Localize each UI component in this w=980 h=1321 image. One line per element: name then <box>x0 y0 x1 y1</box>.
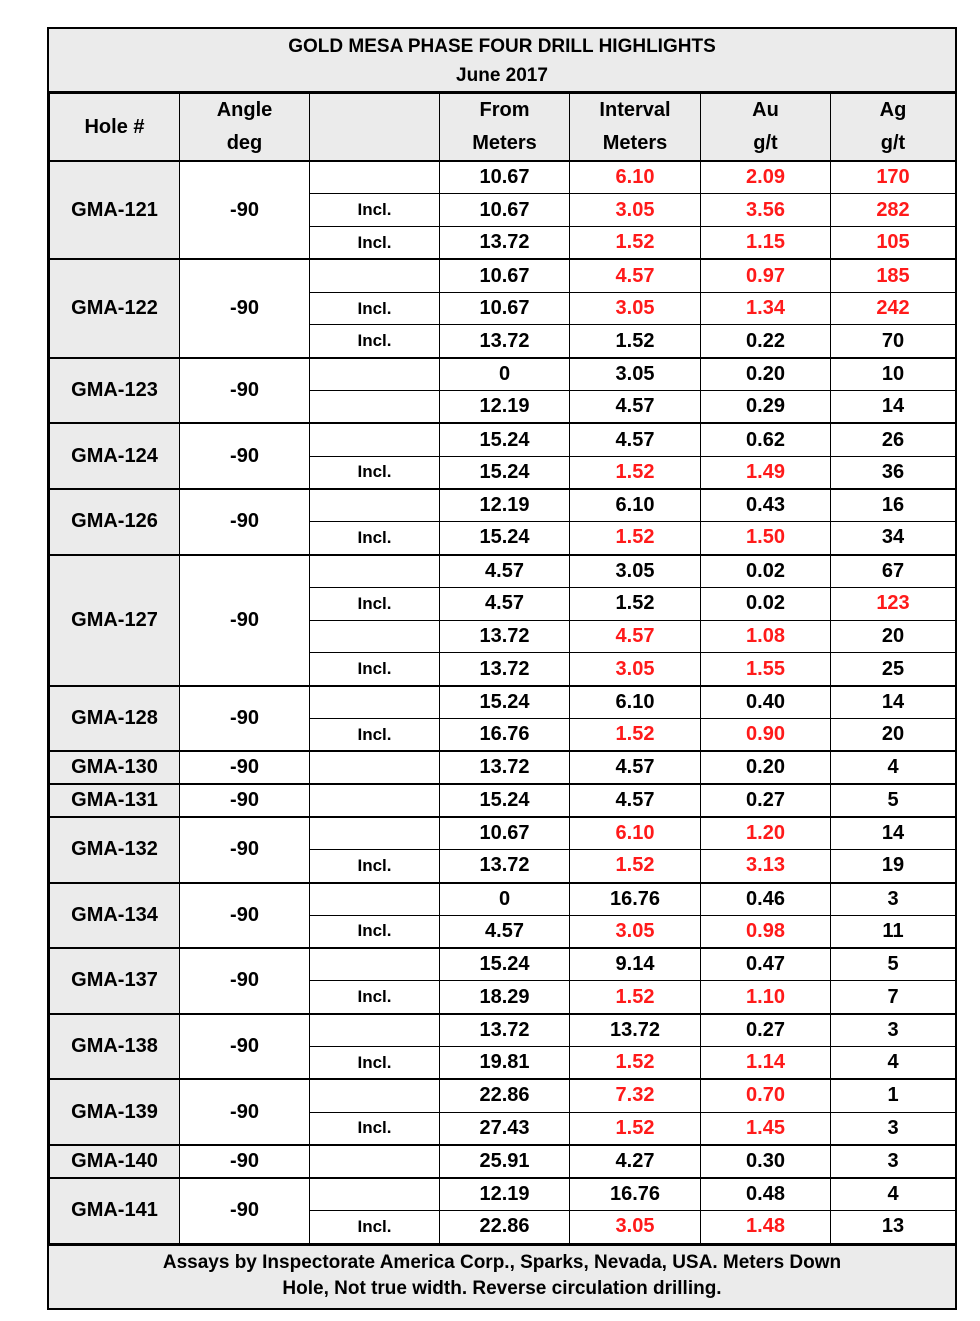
interval-cell: 3.05 <box>570 555 701 588</box>
au-cell: 0.27 <box>701 1014 831 1047</box>
table-row <box>50 751 956 784</box>
incl-cell <box>310 1014 440 1047</box>
from-cell: 22.86 <box>440 1079 570 1112</box>
ag-cell: 4 <box>831 1047 956 1080</box>
interval-cell: 3.05 <box>570 292 701 325</box>
au-cell: 0.40 <box>701 686 831 719</box>
ag-cell: 4 <box>831 751 956 784</box>
from-cell: 10.67 <box>440 194 570 227</box>
au-cell: 3.13 <box>701 850 831 883</box>
ag-cell: 105 <box>831 227 956 260</box>
au-cell: 0.02 <box>701 555 831 588</box>
table-row <box>50 161 956 194</box>
incl-cell: Incl. <box>310 587 440 620</box>
table-row <box>50 1079 956 1112</box>
interval-cell: 1.52 <box>570 981 701 1014</box>
incl-cell <box>310 161 440 194</box>
au-cell: 1.50 <box>701 522 831 555</box>
table-row <box>50 555 956 588</box>
au-cell: 1.14 <box>701 1047 831 1080</box>
incl-cell <box>310 883 440 916</box>
angle-cell: -90 <box>180 259 310 357</box>
ag-cell: 14 <box>831 686 956 719</box>
table-row <box>50 784 956 817</box>
interval-cell: 1.52 <box>570 522 701 555</box>
interval-cell: 16.76 <box>570 883 701 916</box>
interval-cell: 1.52 <box>570 719 701 752</box>
au-cell: 1.48 <box>701 1211 831 1244</box>
interval-cell: 16.76 <box>570 1178 701 1211</box>
interval-cell: 3.05 <box>570 358 701 391</box>
from-cell: 10.67 <box>440 161 570 194</box>
hole-id-cell: GMA-140 <box>50 1145 180 1178</box>
incl-cell <box>310 391 440 424</box>
from-cell: 18.29 <box>440 981 570 1014</box>
interval-cell: 1.52 <box>570 587 701 620</box>
table-row <box>50 489 956 522</box>
incl-cell <box>310 817 440 850</box>
au-cell: 3.56 <box>701 194 831 227</box>
au-cell: 0.20 <box>701 358 831 391</box>
au-cell: 2.09 <box>701 161 831 194</box>
au-cell: 0.46 <box>701 883 831 916</box>
hole-id-cell: GMA-123 <box>50 358 180 424</box>
header-hole: Hole # <box>50 94 180 162</box>
au-cell: 0.20 <box>701 751 831 784</box>
interval-cell: 13.72 <box>570 1014 701 1047</box>
au-cell: 1.08 <box>701 620 831 653</box>
interval-cell: 6.10 <box>570 161 701 194</box>
au-cell: 1.10 <box>701 981 831 1014</box>
incl-cell <box>310 555 440 588</box>
au-cell: 0.98 <box>701 915 831 948</box>
au-cell: 1.45 <box>701 1112 831 1145</box>
hole-id-cell: GMA-132 <box>50 817 180 883</box>
ag-cell: 7 <box>831 981 956 1014</box>
interval-cell: 4.27 <box>570 1145 701 1178</box>
interval-cell: 4.57 <box>570 620 701 653</box>
from-cell: 19.81 <box>440 1047 570 1080</box>
from-cell: 22.86 <box>440 1211 570 1244</box>
table-row <box>50 686 956 719</box>
interval-cell: 7.32 <box>570 1079 701 1112</box>
table-row <box>50 1178 956 1211</box>
au-cell: 1.34 <box>701 292 831 325</box>
au-cell: 0.47 <box>701 948 831 981</box>
ag-cell: 3 <box>831 1014 956 1047</box>
table-body <box>50 161 956 1243</box>
from-cell: 13.72 <box>440 751 570 784</box>
incl-cell: Incl. <box>310 456 440 489</box>
ag-cell: 3 <box>831 1145 956 1178</box>
interval-cell: 4.57 <box>570 784 701 817</box>
au-cell: 0.29 <box>701 391 831 424</box>
from-cell: 10.67 <box>440 817 570 850</box>
au-cell: 0.22 <box>701 325 831 358</box>
table-row <box>50 883 956 916</box>
from-cell: 0 <box>440 883 570 916</box>
interval-cell: 1.52 <box>570 850 701 883</box>
table-footnote <box>49 1244 955 1308</box>
angle-cell: -90 <box>180 489 310 555</box>
interval-cell: 4.57 <box>570 259 701 292</box>
from-cell: 13.72 <box>440 1014 570 1047</box>
from-cell: 4.57 <box>440 915 570 948</box>
incl-cell <box>310 423 440 456</box>
table-title: GOLD MESA PHASE FOUR DRILL HIGHLIGHTS <box>288 36 716 57</box>
hole-id-cell: GMA-138 <box>50 1014 180 1080</box>
from-cell: 15.24 <box>440 522 570 555</box>
ag-cell: 14 <box>831 817 956 850</box>
interval-cell: 1.52 <box>570 227 701 260</box>
from-cell: 13.72 <box>440 227 570 260</box>
hole-id-cell: GMA-130 <box>50 751 180 784</box>
header-from: From Meters <box>440 94 570 162</box>
ag-cell: 70 <box>831 325 956 358</box>
interval-cell: 3.05 <box>570 653 701 686</box>
angle-cell: -90 <box>180 555 310 686</box>
ag-cell: 14 <box>831 391 956 424</box>
table-title-block <box>49 29 955 93</box>
ag-cell: 16 <box>831 489 956 522</box>
angle-cell: -90 <box>180 423 310 489</box>
incl-cell: Incl. <box>310 850 440 883</box>
angle-cell: -90 <box>180 817 310 883</box>
interval-cell: 1.52 <box>570 325 701 358</box>
interval-cell: 6.10 <box>570 686 701 719</box>
ag-cell: 4 <box>831 1178 956 1211</box>
angle-cell: -90 <box>180 686 310 752</box>
au-cell: 1.55 <box>701 653 831 686</box>
table-row <box>50 423 956 456</box>
ag-cell: 34 <box>831 522 956 555</box>
ag-cell: 185 <box>831 259 956 292</box>
table-row <box>50 817 956 850</box>
ag-cell: 3 <box>831 1112 956 1145</box>
header-interval: Interval Meters <box>570 94 701 162</box>
ag-cell: 1 <box>831 1079 956 1112</box>
hole-id-cell: GMA-128 <box>50 686 180 752</box>
hole-id-cell: GMA-124 <box>50 423 180 489</box>
footnote-line-2: Hole, Not true width. Reverse circulation drilling. <box>282 1277 722 1299</box>
footnote-line-1: Assays by Inspectorate America Corp., Sparks, Nevada, USA. Meters Down <box>162 1251 842 1273</box>
ag-cell: 10 <box>831 358 956 391</box>
incl-cell <box>310 686 440 719</box>
header-ag: Ag g/t <box>831 94 956 162</box>
table-row <box>50 948 956 981</box>
ag-cell: 19 <box>831 850 956 883</box>
au-cell: 0.43 <box>701 489 831 522</box>
incl-cell: Incl. <box>310 1047 440 1080</box>
interval-cell: 6.10 <box>570 817 701 850</box>
incl-cell: Incl. <box>310 915 440 948</box>
incl-cell <box>310 948 440 981</box>
from-cell: 4.57 <box>440 587 570 620</box>
incl-cell <box>310 1145 440 1178</box>
hole-id-cell: GMA-137 <box>50 948 180 1014</box>
incl-cell: Incl. <box>310 981 440 1014</box>
incl-cell: Incl. <box>310 292 440 325</box>
incl-cell <box>310 489 440 522</box>
au-cell: 0.02 <box>701 587 831 620</box>
incl-cell <box>310 1178 440 1211</box>
angle-cell: -90 <box>180 1079 310 1145</box>
incl-cell <box>310 259 440 292</box>
drill-highlights-table-frame <box>47 27 957 1310</box>
au-cell: 0.90 <box>701 719 831 752</box>
incl-cell: Incl. <box>310 522 440 555</box>
interval-cell: 3.05 <box>570 194 701 227</box>
from-cell: 10.67 <box>440 259 570 292</box>
angle-cell: -90 <box>180 1145 310 1178</box>
from-cell: 12.19 <box>440 391 570 424</box>
table-row <box>50 259 956 292</box>
hole-id-cell: GMA-127 <box>50 555 180 686</box>
incl-cell: Incl. <box>310 1112 440 1145</box>
from-cell: 15.24 <box>440 784 570 817</box>
incl-cell <box>310 751 440 784</box>
header-row <box>50 94 956 162</box>
from-cell: 13.72 <box>440 620 570 653</box>
drill-results-table <box>49 93 956 1244</box>
incl-cell: Incl. <box>310 719 440 752</box>
incl-cell <box>310 784 440 817</box>
interval-cell: 1.52 <box>570 1047 701 1080</box>
from-cell: 15.24 <box>440 456 570 489</box>
header-angle: Angle deg <box>180 94 310 162</box>
interval-cell: 4.57 <box>570 423 701 456</box>
from-cell: 12.19 <box>440 1178 570 1211</box>
ag-cell: 5 <box>831 948 956 981</box>
hole-id-cell: GMA-131 <box>50 784 180 817</box>
incl-cell: Incl. <box>310 194 440 227</box>
ag-cell: 13 <box>831 1211 956 1244</box>
from-cell: 10.67 <box>440 292 570 325</box>
au-cell: 1.15 <box>701 227 831 260</box>
from-cell: 16.76 <box>440 719 570 752</box>
au-cell: 0.62 <box>701 423 831 456</box>
incl-cell <box>310 620 440 653</box>
from-cell: 15.24 <box>440 423 570 456</box>
angle-cell: -90 <box>180 948 310 1014</box>
interval-cell: 3.05 <box>570 915 701 948</box>
header-au: Au g/t <box>701 94 831 162</box>
interval-cell: 4.57 <box>570 391 701 424</box>
incl-cell: Incl. <box>310 227 440 260</box>
table-row <box>50 1145 956 1178</box>
ag-cell: 11 <box>831 915 956 948</box>
interval-cell: 1.52 <box>570 456 701 489</box>
from-cell: 12.19 <box>440 489 570 522</box>
from-cell: 13.72 <box>440 325 570 358</box>
angle-cell: -90 <box>180 1014 310 1080</box>
from-cell: 4.57 <box>440 555 570 588</box>
ag-cell: 25 <box>831 653 956 686</box>
au-cell: 0.70 <box>701 1079 831 1112</box>
incl-cell: Incl. <box>310 1211 440 1244</box>
angle-cell: -90 <box>180 1178 310 1244</box>
interval-cell: 4.57 <box>570 751 701 784</box>
hole-id-cell: GMA-126 <box>50 489 180 555</box>
table-row <box>50 358 956 391</box>
incl-cell: Incl. <box>310 325 440 358</box>
interval-cell: 1.52 <box>570 1112 701 1145</box>
angle-cell: -90 <box>180 751 310 784</box>
from-cell: 15.24 <box>440 948 570 981</box>
ag-cell: 3 <box>831 883 956 916</box>
table-subtitle: June 2017 <box>456 65 548 86</box>
hole-id-cell: GMA-134 <box>50 883 180 949</box>
interval-cell: 6.10 <box>570 489 701 522</box>
ag-cell: 26 <box>831 423 956 456</box>
au-cell: 0.30 <box>701 1145 831 1178</box>
interval-cell: 3.05 <box>570 1211 701 1244</box>
ag-cell: 36 <box>831 456 956 489</box>
au-cell: 0.97 <box>701 259 831 292</box>
angle-cell: -90 <box>180 883 310 949</box>
ag-cell: 5 <box>831 784 956 817</box>
hole-id-cell: GMA-141 <box>50 1178 180 1244</box>
ag-cell: 282 <box>831 194 956 227</box>
angle-cell: -90 <box>180 358 310 424</box>
header-blank <box>310 94 440 162</box>
ag-cell: 20 <box>831 719 956 752</box>
ag-cell: 170 <box>831 161 956 194</box>
interval-cell: 9.14 <box>570 948 701 981</box>
au-cell: 0.48 <box>701 1178 831 1211</box>
ag-cell: 67 <box>831 555 956 588</box>
au-cell: 1.49 <box>701 456 831 489</box>
hole-id-cell: GMA-139 <box>50 1079 180 1145</box>
ag-cell: 123 <box>831 587 956 620</box>
hole-id-cell: GMA-121 <box>50 161 180 259</box>
incl-cell <box>310 1079 440 1112</box>
hole-id-cell: GMA-122 <box>50 259 180 357</box>
from-cell: 13.72 <box>440 653 570 686</box>
ag-cell: 20 <box>831 620 956 653</box>
incl-cell: Incl. <box>310 653 440 686</box>
au-cell: 0.27 <box>701 784 831 817</box>
from-cell: 27.43 <box>440 1112 570 1145</box>
incl-cell <box>310 358 440 391</box>
from-cell: 15.24 <box>440 686 570 719</box>
ag-cell: 242 <box>831 292 956 325</box>
from-cell: 0 <box>440 358 570 391</box>
table-row <box>50 1014 956 1047</box>
from-cell: 25.91 <box>440 1145 570 1178</box>
au-cell: 1.20 <box>701 817 831 850</box>
angle-cell: -90 <box>180 161 310 259</box>
from-cell: 13.72 <box>440 850 570 883</box>
angle-cell: -90 <box>180 784 310 817</box>
